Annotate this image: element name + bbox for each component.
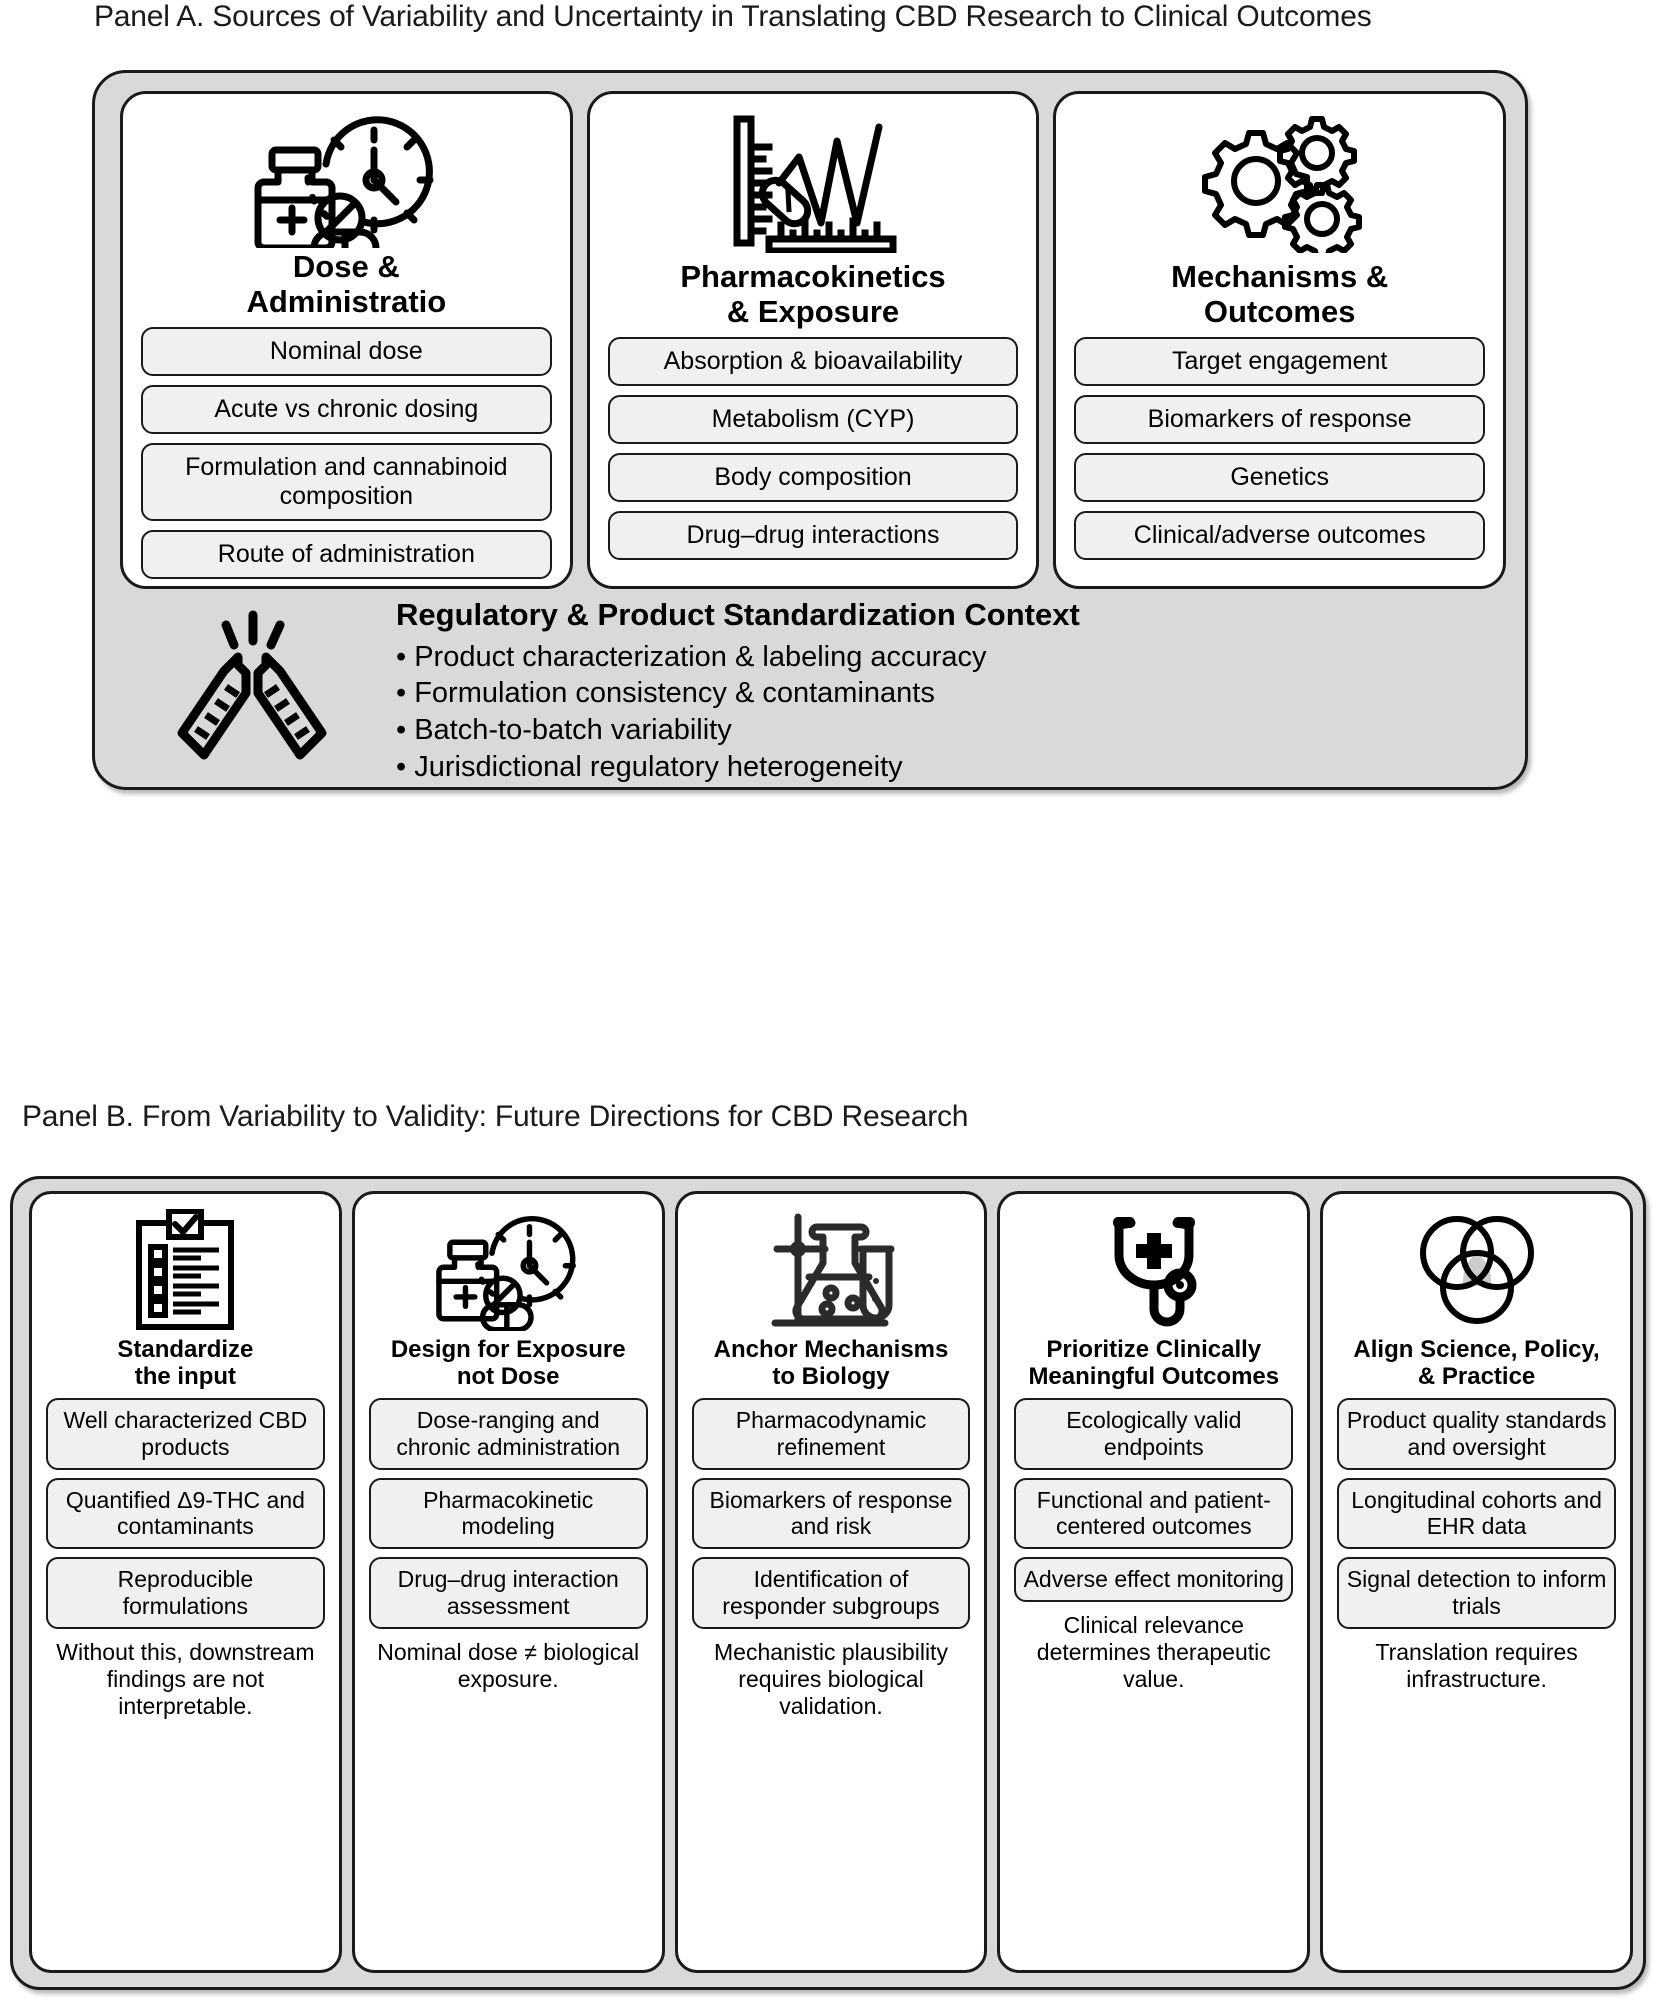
heading-line-2: not Dose [456, 1363, 560, 1391]
panel-b-card-footer: Clinical relevance determines therapeutic value. [1036, 1612, 1271, 1693]
heading-line-2: & Exposure [726, 293, 900, 329]
panel-b-chip-list [692, 1398, 971, 1629]
panel-b-container [10, 1176, 1646, 1990]
panel-a-card-dose-administration [120, 91, 573, 589]
panel-a-card-mechanisms-outcomes [1053, 91, 1506, 589]
heading-line-2: & Practice [1417, 1363, 1536, 1391]
panel-a-chip[interactable]: Absorption & bioavailability [608, 337, 1019, 386]
regulatory-bullet: • Jurisdictional regulatory heterogeneity [396, 750, 903, 783]
panel-a-chip[interactable]: Clinical/adverse outcomes [1074, 511, 1485, 560]
panel-b-card-heading [1353, 1336, 1599, 1391]
heading-line-1: Mechanisms & [1171, 259, 1389, 294]
heading-line-1: Align Science, Policy, [1353, 1336, 1600, 1363]
heading-line-2: Outcomes [1203, 293, 1356, 329]
regulatory-bullet: • Product characterization & labeling accuracy [396, 640, 987, 673]
panel-b-chip[interactable]: Dose-ranging and chronic administration [369, 1398, 648, 1470]
panel-b-chip[interactable]: Longitudinal cohorts and EHR data [1337, 1478, 1616, 1550]
panel-a-chip[interactable]: Acute vs chronic dosing [141, 385, 552, 434]
heading-line-1: Standardize [117, 1336, 254, 1363]
heading-line-1: Prioritize Clinically [1046, 1336, 1262, 1363]
panel-a-chip[interactable]: Target engagement [1074, 337, 1485, 386]
panel-b-card-heading [714, 1336, 949, 1391]
panel-b-chip[interactable]: Product quality standards and oversight [1337, 1398, 1616, 1470]
lab-flask-icon [763, 1206, 898, 1334]
panel-a-chip[interactable]: Nominal dose [141, 327, 552, 376]
heading-line-1: Design for Exposure [390, 1336, 626, 1363]
panel-b-chip[interactable]: Ecologically valid endpoints [1014, 1398, 1293, 1470]
regulatory-context-heading: Regulatory & Product Standardization Context [396, 596, 1080, 632]
panel-a-chip[interactable]: Formulation and cannabinoid composition [141, 443, 552, 521]
panel-b-chip[interactable]: Drug–drug interaction assessment [369, 1557, 648, 1629]
panel-b-card-footer: Without this, downstream findings are not interpretable. [56, 1639, 315, 1719]
panel-b-chip-list [1014, 1398, 1293, 1603]
panel-b-card-align-science-policy-practice [1320, 1191, 1633, 1973]
panel-b-card-heading [1028, 1336, 1279, 1391]
panel-b-card-footer: Nominal dose ≠ biological exposure. [377, 1639, 640, 1693]
heading-line-1: Dose & [292, 249, 400, 284]
panel-b-chip-list [1337, 1398, 1616, 1629]
panel-a-title: Panel A. Sources of Variability and Uncertainty in Translating CBD Research to Clinical Outcomes [94, 0, 1372, 33]
panel-b-chip-list [369, 1398, 648, 1629]
clipboard-checklist-icon [125, 1206, 245, 1334]
panel-a-card-heading [1171, 260, 1388, 329]
heading-line-1: Pharmacokinetics [680, 259, 946, 294]
panel-b-card-heading [117, 1336, 253, 1391]
heading-line-1: Anchor Mechanisms [713, 1336, 949, 1363]
heading-line-2: the input [134, 1363, 237, 1391]
panel-b-card-footer: Translation requires infrastructure. [1375, 1639, 1578, 1693]
panel-a-chip[interactable]: Metabolism (CYP) [608, 395, 1019, 444]
panel-a-columns [120, 91, 1506, 589]
panel-a-chip[interactable]: Biomarkers of response [1074, 395, 1485, 444]
panel-b-chip[interactable]: Pharmacodynamic refinement [692, 1398, 971, 1470]
panel-b-title: Panel B. From Variability to Validity: Future Directions for CBD Research [22, 1100, 969, 1133]
panel-b-chip[interactable]: Pharmacokinetic modeling [369, 1478, 648, 1550]
panel-b-card-design-for-exposure [352, 1191, 665, 1973]
panel-b-card-footer: Mechanistic plausibility requires biological validation. [714, 1639, 948, 1719]
panel-b-chip[interactable]: Adverse effect monitoring [1014, 1557, 1293, 1602]
panel-b-card-heading [391, 1336, 626, 1391]
panel-a-card-pharmacokinetics-exposure [587, 91, 1040, 589]
panel-b-columns [29, 1191, 1633, 1973]
panel-b-chip[interactable]: Biomarkers of response and risk [692, 1478, 971, 1550]
panel-a-chip[interactable]: Body composition [608, 453, 1019, 502]
pill-bottle-clock-icon [428, 1206, 588, 1334]
regulatory-bullet: • Batch-to-batch variability [396, 714, 732, 746]
stethoscope-icon [1095, 1206, 1213, 1334]
regulatory-context-body [390, 597, 1506, 785]
panel-a-chip-list [608, 337, 1019, 560]
pill-bottle-clock-icon [244, 108, 449, 248]
panel-a-card-heading [246, 250, 446, 319]
regulatory-bullet: • Formulation consistency & contaminants [396, 677, 935, 710]
pk-chart-capsule-icon [723, 108, 903, 258]
panel-a-chip[interactable]: Genetics [1074, 453, 1485, 502]
panel-a-chip-list [141, 327, 552, 579]
panel-b-chip[interactable]: Well characterized CBD products [46, 1398, 325, 1470]
panel-b-chip[interactable]: Signal detection to inform trials [1337, 1557, 1616, 1629]
heading-line-2: to Biology [772, 1363, 890, 1391]
panel-a-chip[interactable]: Route of administration [141, 530, 552, 579]
heading-line-2: Meaningful Outcomes [1028, 1363, 1280, 1391]
panel-b-chip[interactable]: Functional and patient-centered outcomes [1014, 1478, 1293, 1550]
panel-a-container [92, 70, 1528, 790]
rulers-icon [120, 609, 390, 774]
panel-a-chip[interactable]: Drug–drug interactions [608, 511, 1019, 560]
panel-a-chip-list [1074, 337, 1485, 560]
panel-b-chip-list [46, 1398, 325, 1629]
panel-b-chip[interactable]: Identification of responder subgroups [692, 1557, 971, 1629]
gears-icon [1187, 108, 1372, 258]
venn-diagram-icon [1411, 1206, 1543, 1334]
panel-b-card-anchor-mechanisms [675, 1191, 988, 1973]
panel-a-card-heading [680, 260, 945, 329]
panel-b-chip[interactable]: Quantified Δ9-THC and contaminants [46, 1478, 325, 1550]
panel-b-chip[interactable]: Reproducible formulations [46, 1557, 325, 1629]
panel-b-card-standardize-the-input [29, 1191, 342, 1973]
panel-b-card-prioritize-outcomes [997, 1191, 1310, 1973]
regulatory-context-section [120, 596, 1506, 783]
heading-line-2: Administratio [246, 283, 447, 319]
